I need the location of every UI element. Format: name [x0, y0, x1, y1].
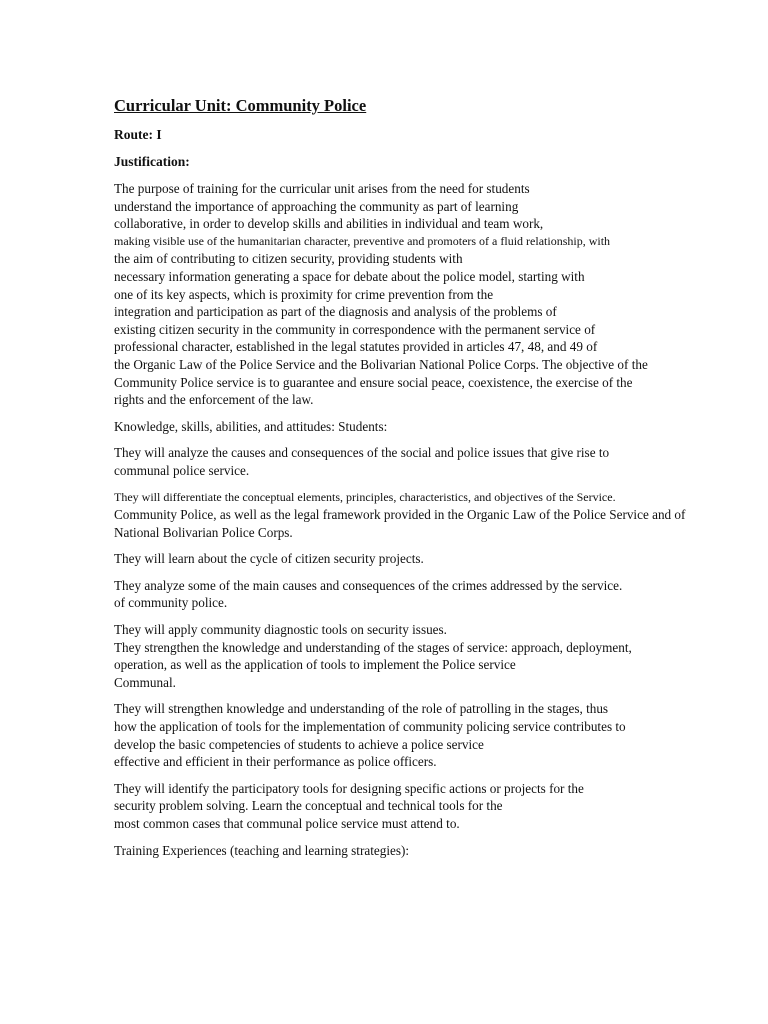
- text-line: They strengthen the knowledge and understanding of the stages of service: approach, deployment,: [114, 639, 632, 655]
- objective-paragraph-2: [114, 489, 714, 542]
- text-line: Community Police, as well as the legal framework provided in the Organic Law of the Police Service and of: [114, 507, 686, 523]
- text-line: collaborative, in order to develop skills and abilities in individual and team work,: [114, 216, 544, 232]
- text-line: most common cases that communal police service must attend to.: [114, 816, 460, 831]
- text-line: Communal.: [114, 674, 176, 690]
- document-title: Curricular Unit: Community Police: [114, 96, 367, 115]
- document-body: [114, 96, 714, 868]
- objective-paragraph-3: [114, 550, 714, 568]
- text-line: They will strengthen knowledge and understanding of the role of patrolling in the stages, thus: [114, 701, 609, 717]
- text-line: develop the basic competencies of students to achieve a police service: [114, 736, 484, 752]
- ksa-intro-paragraph: [114, 418, 714, 436]
- text-line: Knowledge, skills, abilities, and attitudes: Students:: [114, 418, 388, 434]
- text-line: They will analyze the causes and consequences of the social and police issues that give rise to: [114, 445, 610, 461]
- text-line: Community Police service is to guarantee and ensure social peace, coexistence, the exercise of the: [114, 374, 633, 390]
- text-line: security problem solving. Learn the conceptual and technical tools for the: [114, 798, 503, 814]
- justification-paragraph: [114, 180, 714, 409]
- text-line: communal police service.: [114, 462, 250, 478]
- text-line: the aim of contributing to citizen security, providing students with: [114, 251, 463, 267]
- objective-paragraph-7: [114, 780, 714, 833]
- text-line: operation, as well as the application of tools to implement the Police service: [114, 657, 516, 673]
- text-line: National Bolivarian Police Corps.: [114, 524, 293, 540]
- route-label: Route: I: [114, 127, 162, 142]
- justification-heading: Justification:: [114, 154, 190, 169]
- text-line: rights and the enforcement of the law.: [114, 392, 314, 408]
- text-line: of community police.: [114, 595, 228, 611]
- text-line: how the application of tools for the implementation of community policing service contributes to: [114, 719, 626, 735]
- text-line: professional character, established in the legal statutes provided in articles 47, 48, and 49 of: [114, 339, 598, 355]
- objective-paragraph-5: [114, 621, 714, 691]
- text-line: Training Experiences (teaching and learning strategies):: [114, 842, 410, 858]
- text-line: necessary information generating a space for debate about the police model, starting with: [114, 268, 585, 284]
- text-line: integration and participation as part of the diagnosis and analysis of the problems of: [114, 304, 557, 320]
- training-experiences-heading: [114, 842, 714, 860]
- text-line: They will identify the participatory tools for designing specific actions or projects for the: [114, 780, 584, 796]
- text-line: effective and efficient in their performance as police officers.: [114, 754, 437, 770]
- text-line: The purpose of training for the curricular unit arises from the need for students: [114, 181, 530, 196]
- text-line: They will apply community diagnostic tools on security issues.: [114, 622, 447, 638]
- text-line: making visible use of the humanitarian character, preventive and promoters of a fluid relationship, with: [114, 233, 611, 248]
- objective-paragraph-4: [114, 577, 714, 612]
- text-line: the Organic Law of the Police Service and the Bolivarian National Police Corps. The objective of the: [114, 356, 648, 372]
- text-line: They will differentiate the conceptual elements, principles, characteristics, and objectives of the Service.: [114, 489, 616, 504]
- objective-paragraph-1: [114, 444, 714, 479]
- text-line: understand the importance of approaching the community as part of learning: [114, 198, 519, 214]
- text-line: existing citizen security in the community in correspondence with the permanent service of: [114, 321, 596, 337]
- objective-paragraph-6: [114, 700, 714, 770]
- text-line: one of its key aspects, which is proximity for crime prevention from the: [114, 286, 494, 302]
- text-line: They analyze some of the main causes and consequences of the crimes addressed by the service.: [114, 577, 623, 593]
- text-line: They will learn about the cycle of citizen security projects.: [114, 551, 424, 567]
